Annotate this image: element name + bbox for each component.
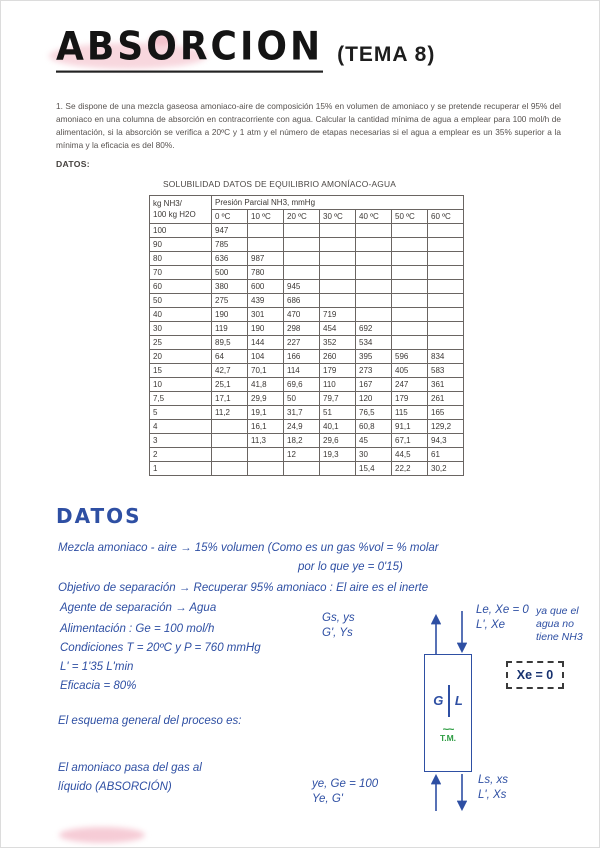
- note-line: Mezcla amoniaco - aire → 15% volumen (Como es un gas %vol = % molar: [58, 542, 439, 554]
- table-cell: 190: [212, 308, 248, 322]
- note-line: L' = 1'35 L'min: [60, 661, 134, 673]
- table-cell: [212, 434, 248, 448]
- table-cell: 94,3: [428, 434, 464, 448]
- table-cell: 534: [356, 336, 392, 350]
- gas-out-line1: Gs, ys: [322, 612, 355, 624]
- table-row: [150, 462, 464, 476]
- table-cell: 17,1: [212, 392, 248, 406]
- note-line: Condiciones T = 20ºC y P = 760 mmHg: [60, 642, 261, 654]
- table-cell: 104: [248, 350, 284, 364]
- table-cell: 40,1: [320, 420, 356, 434]
- process-diagram: [306, 599, 596, 844]
- table-row: [150, 448, 464, 462]
- table-row: [150, 364, 464, 378]
- table-cell: 67,1: [392, 434, 428, 448]
- table-cell: [428, 280, 464, 294]
- table-cell: 834: [428, 350, 464, 364]
- page-header: [56, 25, 436, 71]
- table-cell: 129,2: [428, 420, 464, 434]
- table-cell: [248, 238, 284, 252]
- table-cell: 51: [320, 406, 356, 420]
- table-cell: [284, 224, 320, 238]
- col-header-temp: 30 ºC: [320, 210, 356, 224]
- table-cell: 166: [284, 350, 320, 364]
- table-cell: 64: [212, 350, 248, 364]
- col-header-temp: 60 ºC: [428, 210, 464, 224]
- table-cell: [392, 336, 428, 350]
- table-cell: 395: [356, 350, 392, 364]
- gas-out-line2: G', Ys: [322, 627, 353, 639]
- table-cell: 987: [248, 252, 284, 266]
- table-cell: 361: [428, 378, 464, 392]
- table-cell: 247: [392, 378, 428, 392]
- table-cell: [212, 420, 248, 434]
- row-header: 50: [150, 294, 212, 308]
- table-cell: [284, 238, 320, 252]
- table-cell: [428, 266, 464, 280]
- table-cell: 719: [320, 308, 356, 322]
- table-row: [150, 322, 464, 336]
- table-cell: 119: [212, 322, 248, 336]
- note-line: El amoniaco pasa del gas al: [58, 762, 202, 774]
- gas-inlet-labels: [312, 777, 378, 807]
- tm-text: T.M.: [439, 732, 457, 743]
- table-cell: 79,7: [320, 392, 356, 406]
- table-cell: 686: [284, 294, 320, 308]
- table-cell: 31,7: [284, 406, 320, 420]
- pink-smudge: [59, 827, 145, 843]
- table-cell: 69,6: [284, 378, 320, 392]
- table-cell: 70,1: [248, 364, 284, 378]
- table-cell: 165: [428, 406, 464, 420]
- table-cell: 470: [284, 308, 320, 322]
- table-cell: 41,8: [248, 378, 284, 392]
- table-cell: 61: [428, 448, 464, 462]
- table-cell: [392, 294, 428, 308]
- table-cell: [284, 462, 320, 476]
- table-cell: [320, 252, 356, 266]
- table-cell: [428, 224, 464, 238]
- table-row: [150, 420, 464, 434]
- table-cell: [356, 266, 392, 280]
- column-phases: [433, 685, 463, 717]
- table-cell: 15,4: [356, 462, 392, 476]
- table-cell: 179: [320, 364, 356, 378]
- liquid-out-line2: L', Xs: [478, 789, 507, 801]
- column-liquid-label: L: [454, 693, 463, 708]
- table-cell: [356, 238, 392, 252]
- col-header-temp: 0 ºC: [212, 210, 248, 224]
- col-header-temp: 10 ºC: [248, 210, 284, 224]
- table-cell: 179: [392, 392, 428, 406]
- table-cell: [212, 462, 248, 476]
- table-cell: [356, 224, 392, 238]
- table-cell: [428, 336, 464, 350]
- mass-transfer-label: [439, 723, 457, 743]
- table-cell: 19,3: [320, 448, 356, 462]
- row-header: 20: [150, 350, 212, 364]
- row-header: 4: [150, 420, 212, 434]
- col-header-temp: 20 ºC: [284, 210, 320, 224]
- table-cell: 785: [212, 238, 248, 252]
- gas-in-line1: ye, Ge = 100: [312, 778, 379, 790]
- table-row: [150, 280, 464, 294]
- row-header: 10: [150, 378, 212, 392]
- table-cell: [356, 308, 392, 322]
- table-cell: 24,9: [284, 420, 320, 434]
- table-cell: 115: [392, 406, 428, 420]
- liquid-inlet-note: ya que el agua no tiene NH3: [536, 605, 583, 643]
- table-row: [150, 392, 464, 406]
- page-title: ABSORCION: [56, 27, 323, 72]
- table-cell: [428, 252, 464, 266]
- table-cell: 380: [212, 280, 248, 294]
- problem-statement: 1. Se dispone de una mezcla gaseosa amoniaco-aire de composición 15% en volumen de amoniaco y se pretende recuperar el 95% del amoniaco en una columna de absorción en contracorriente con agua. Calcular la cantidad mínima de agua a emplear para 100 mol/h de alimentación, si la absorción se verifica a 20ºC y 1 atm y el número de etapas necesarias si el agua a emplear es un 35% superior a la mínima y la eficacia es del 80%.: [56, 101, 561, 150]
- table-row: [150, 378, 464, 392]
- table-cell: [320, 294, 356, 308]
- table-row: [150, 294, 464, 308]
- table-cell: 50: [284, 392, 320, 406]
- table-cell: [392, 322, 428, 336]
- table-cell: [392, 252, 428, 266]
- table-cell: 19,1: [248, 406, 284, 420]
- table-cell: 16,1: [248, 420, 284, 434]
- col-header-temp: 40 ºC: [356, 210, 392, 224]
- table-cell: 301: [248, 308, 284, 322]
- table-row: [150, 238, 464, 252]
- table-cell: [248, 448, 284, 462]
- table-cell: 11,2: [212, 406, 248, 420]
- row-header: 30: [150, 322, 212, 336]
- table-cell: 190: [248, 322, 284, 336]
- table-cell: [212, 448, 248, 462]
- table-cell: [392, 280, 428, 294]
- row-header: 25: [150, 336, 212, 350]
- table-cell: 692: [356, 322, 392, 336]
- table-cell: [320, 462, 356, 476]
- table-cell: [248, 224, 284, 238]
- table-cell: [356, 280, 392, 294]
- table-cell: 12: [284, 448, 320, 462]
- gas-in-line2: Ye, G': [312, 793, 343, 805]
- table-cell: [356, 252, 392, 266]
- table-cell: 596: [392, 350, 428, 364]
- table-cell: 273: [356, 364, 392, 378]
- note-line: Objetivo de separación → Recuperar 95% amoniaco : El aire es el inerte: [58, 582, 429, 594]
- table-cell: 454: [320, 322, 356, 336]
- note-line: por lo que ye = 0'15): [298, 561, 403, 573]
- table-cell: 600: [248, 280, 284, 294]
- table-cell: [356, 294, 392, 308]
- table-cell: 405: [392, 364, 428, 378]
- page-subtitle: (TEMA 8): [337, 42, 436, 66]
- table-cell: [428, 322, 464, 336]
- table-cell: [320, 224, 356, 238]
- table-cell: [428, 294, 464, 308]
- table-row: [150, 350, 464, 364]
- table-cell: 261: [428, 392, 464, 406]
- table-cell: [392, 266, 428, 280]
- table-row: [150, 224, 464, 238]
- solubility-table: [149, 195, 464, 476]
- table-cell: 76,5: [356, 406, 392, 420]
- liquid-in-line1: Le, Xe = 0: [476, 604, 529, 616]
- row-header: 100: [150, 224, 212, 238]
- table-cell: 500: [212, 266, 248, 280]
- table-cell: 167: [356, 378, 392, 392]
- table-cell: 583: [428, 364, 464, 378]
- table-cell: 30: [356, 448, 392, 462]
- table-cell: 439: [248, 294, 284, 308]
- note-line: El esquema general del proceso es:: [58, 715, 242, 727]
- table-cell: [248, 462, 284, 476]
- table-cell: [284, 252, 320, 266]
- row-header: 3: [150, 434, 212, 448]
- gas-outlet-labels: [322, 611, 355, 641]
- group-header-partial-pressure: Presión Parcial NH3, mmHg: [212, 196, 464, 210]
- table-cell: 44,5: [392, 448, 428, 462]
- xe-zero-box: Xe = 0: [506, 661, 564, 689]
- table-cell: [392, 238, 428, 252]
- absorption-column: [424, 654, 472, 772]
- column-gas-label: G: [433, 693, 444, 708]
- table-cell: 25,1: [212, 378, 248, 392]
- table-cell: 945: [284, 280, 320, 294]
- table-row: [150, 336, 464, 350]
- solubility-table-wrap: [149, 179, 464, 476]
- table-row: [150, 406, 464, 420]
- table-cell: 780: [248, 266, 284, 280]
- table-row: [150, 308, 464, 322]
- table-cell: 120: [356, 392, 392, 406]
- table-cell: 11,3: [248, 434, 284, 448]
- table-cell: [284, 266, 320, 280]
- table-cell: 110: [320, 378, 356, 392]
- row-header: 60: [150, 280, 212, 294]
- table-cell: 30,2: [428, 462, 464, 476]
- table-cell: 89,5: [212, 336, 248, 350]
- table-cell: 42,7: [212, 364, 248, 378]
- table-cell: [392, 224, 428, 238]
- table-cell: 947: [212, 224, 248, 238]
- table-cell: 29,9: [248, 392, 284, 406]
- col-header-kg-nh3: kg NH3/ 100 kg H2O: [150, 196, 212, 224]
- table-cell: 352: [320, 336, 356, 350]
- table-cell: [428, 308, 464, 322]
- table-title: SOLUBILIDAD DATOS DE EQUILIBRIO AMONÍACO-AGUA: [163, 179, 397, 189]
- row-header: 40: [150, 308, 212, 322]
- table-cell: 18,2: [284, 434, 320, 448]
- table-cell: [320, 280, 356, 294]
- row-header: 7,5: [150, 392, 212, 406]
- row-header: 90: [150, 238, 212, 252]
- note-line: Alimentación : Ge = 100 mol/h: [60, 623, 215, 635]
- note-line: Eficacia = 80%: [60, 680, 137, 692]
- table-row: [150, 266, 464, 280]
- row-header: 80: [150, 252, 212, 266]
- table-cell: 260: [320, 350, 356, 364]
- table-cell: 114: [284, 364, 320, 378]
- liquid-in-line2: L', Xe: [476, 619, 506, 631]
- phase-divider: [448, 685, 450, 717]
- table-row: [150, 434, 464, 448]
- table-cell: [392, 308, 428, 322]
- table-cell: [320, 266, 356, 280]
- liquid-outlet-labels: [478, 773, 508, 803]
- liquid-out-line1: Ls, xs: [478, 774, 509, 786]
- row-header: 70: [150, 266, 212, 280]
- row-header: 15: [150, 364, 212, 378]
- table-cell: 45: [356, 434, 392, 448]
- table-cell: 227: [284, 336, 320, 350]
- row-header: 1: [150, 462, 212, 476]
- table-cell: 91,1: [392, 420, 428, 434]
- table-cell: 22,2: [392, 462, 428, 476]
- note-line: líquido (ABSORCIÓN): [58, 781, 172, 793]
- squiggle-icon: ~~: [442, 723, 454, 736]
- table-cell: [320, 238, 356, 252]
- table-cell: 275: [212, 294, 248, 308]
- col-header-temp: 50 ºC: [392, 210, 428, 224]
- table-cell: 60,8: [356, 420, 392, 434]
- datos-label: DATOS:: [56, 159, 90, 169]
- table-cell: 298: [284, 322, 320, 336]
- liquid-inlet-labels: [476, 603, 529, 633]
- table-row: [150, 252, 464, 266]
- table-cell: 144: [248, 336, 284, 350]
- notes-heading: DATOS: [56, 504, 142, 528]
- table-cell: 636: [212, 252, 248, 266]
- table-cell: 29,6: [320, 434, 356, 448]
- row-header: 2: [150, 448, 212, 462]
- table-cell: [428, 238, 464, 252]
- note-line: Agente de separación → Agua: [60, 602, 217, 614]
- row-header: 5: [150, 406, 212, 420]
